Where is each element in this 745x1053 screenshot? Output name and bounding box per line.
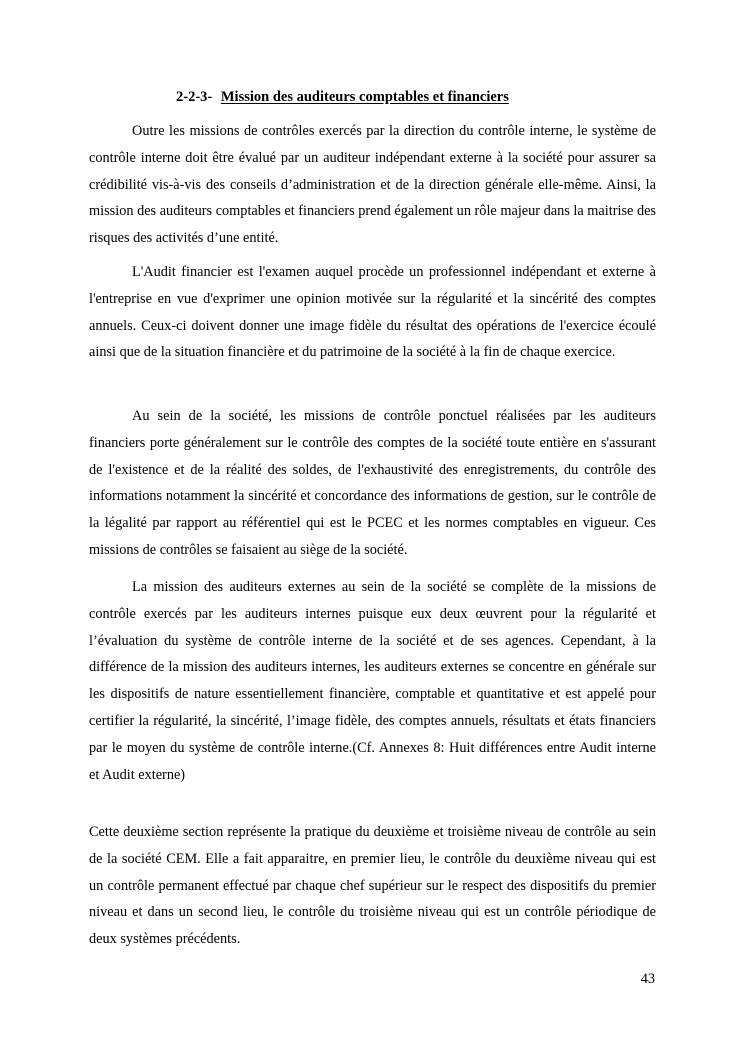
paragraph-3: Au sein de la société, les missions de contrôle ponctuel réalisées par les auditeurs financiers porte généralement sur le contrôle des comptes de la société toute entière en s'assurant de l'existence et de la réalité des soldes, de l'exhaustivité des enregistrements, du contrôle des informations notamment la sincérité et concordance des informations de gestion, sur le contrôle de la légalité par rapport au référentiel qui est le PCEC et les normes comptables en vigueur. Ces missions de contrôles se faisaient au siège de la société. (89, 408, 656, 558)
page-number: 43 (640, 971, 655, 987)
paragraph-1: Outre les missions de contrôles exercés par la direction du contrôle interne, le système de contrôle interne doit être évalué par un auditeur indépendant externe à la société pour assurer sa crédibilité vis-à-vis des conseils d’administration et de la direction générale elle-même. Ainsi, la mission des auditeurs comptables et financiers prend également un rôle majeur dans la maitrise des risques des activités d’une entité. (89, 123, 656, 247)
paragraph-2: L'Audit financier est l'examen auquel procède un professionnel indépendant et externe à l'entreprise en vue d'exprimer une opinion motivée sur la régularité et la sincérité des comptes annuels. Ceux-ci doivent donner une image fidèle du résultat des opérations de l'exercice écoulé ainsi que de la situation financière et du patrimoine de la société à la fin de chaque exercice. (89, 264, 656, 361)
section-number: 2-2-3- (176, 89, 213, 105)
paragraph-5-summary: Cette deuxième section représente la pratique du deuxième et troisième niveau de contrôle au sein de la société CEM. Elle a fait apparaitre, en premier lieu, le contrôle du deuxième niveau qui est un contrôle permanent effectué par chaque chef supérieur sur le respect des dispositifs du premier niveau et dans un second lieu, le contrôle du troisième niveau qui est un contrôle périodique de deux systèmes précédents. (89, 824, 656, 948)
section-title: Mission des auditeurs comptables et financiers (220, 89, 509, 105)
section-heading (176, 89, 509, 106)
paragraph-4: La mission des auditeurs externes au sein de la société se complète de la missions de contrôle exercés par les auditeurs internes puisque eux deux œuvrent pour la régularité et l’évaluation du système de contrôle interne de la société et de ses agences. Cependant, à la différence de la mission des auditeurs internes, les auditeurs externes se concentre en générale sur les dispositifs de nature essentiellement financière, comptable et quantitative et est appelé pour certifier la régularité, la sincérité, l’image fidèle, des comptes annuels, résultats et états financiers par le moyen du système de contrôle interne.(Cf. Annexes 8: Huit différences entre Audit interne et Audit externe) (89, 579, 656, 783)
